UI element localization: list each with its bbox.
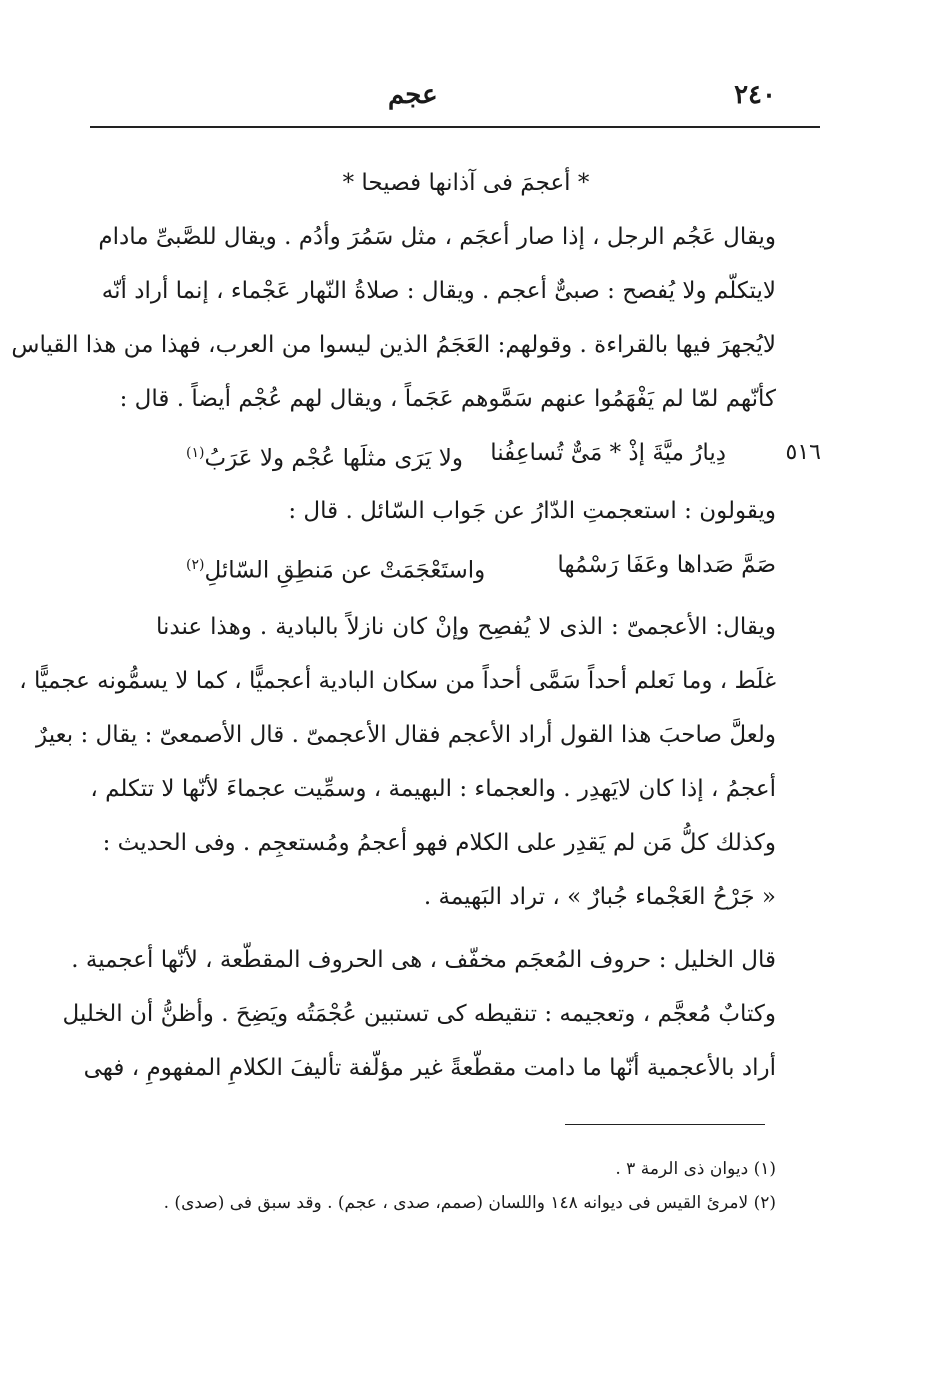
- verse-2: [156, 545, 776, 585]
- page-title: عجم: [388, 80, 438, 110]
- body-line-5: ويقولون : استعجمتِ الدّارُ عن جَواب السّائل . قال :: [288, 498, 776, 524]
- verse-2-second-text: واستَعْجَمَتْ عن مَنطِقِ السّائلِ: [204, 557, 486, 584]
- footnote-1: (١) ديوان ذى الرمة ٣ .: [615, 1159, 776, 1179]
- body-line-13: وكتابٌ مُعجَّم ، وتعجيمه : تنقيطه كى تستبين عُجْمَتُه ويَضِحَ . وأظنُّ أن الخليل: [62, 1001, 776, 1027]
- verse-1: [156, 433, 776, 473]
- footnote-ref-1: (١): [186, 445, 205, 461]
- verse-number: ٥١٦: [785, 440, 821, 465]
- body-line-3: لايُجهرَ فيها بالقراءة . وقولهم: العَجَمُ الذين ليسوا من العرب، فهذا من هذا القياس: [11, 332, 776, 358]
- verse-1-second-text: ولا يَرَى مثلَها عُجْم ولا عَرَبُ: [204, 445, 463, 472]
- body-line-7: غلَط ، وما نَعلم أحداً سَمَّى أحداً من سكان البادية أعجميًّا ، كما لا يسمُّونه عجميًّا ،: [19, 668, 776, 694]
- body-line-2: لايتكلّم ولا يُفصح : صبىٌّ أعجم . ويقال : صلاةُ النّهار عَجْماء ، إنما أراد أنّه: [101, 278, 776, 304]
- verse-2-first-hemistich: صَمَّ صَداها وعَفَا رَسْمُها: [557, 552, 776, 578]
- header-rule: [90, 126, 820, 128]
- body-line-4: كأنّهم لمّا لم يَفْهَمُوا عنهم سَمَّوهم عَجَماً ، ويقال لهم عُجْم أيضاً . قال :: [119, 386, 776, 412]
- page-number: ٢٤٠: [734, 80, 776, 110]
- footnote-rule: [565, 1124, 765, 1125]
- body-line-11: « جَرْحُ العَجْماء جُبارٌ » ، تراد البَهيمة .: [423, 884, 776, 910]
- verse-1-second-hemistich: [186, 433, 463, 479]
- footnote-ref-2: (٢): [186, 557, 205, 573]
- body-line-8: ولعلَّ صاحبَ هذا القول أراد الأعجم فقال الأعجمىّ . قال الأصمعىّ : يقال : بعيرٌ: [36, 722, 776, 748]
- verse-1-first-hemistich: دِيارُ ميَّةَ إذْ * مَىٌّ تُساعِفُنا: [490, 440, 726, 466]
- body-line-14: أراد بالأعجمية أنّها ما دامت مقطّعةً غير مؤلّفة تأليفَ الكلامِ المفهومِ ، فهى: [83, 1055, 776, 1081]
- body-line-9: أعجمُ ، إذا كان لايَهدِر . والعجماء : البهيمة ، وسمِّيت عجماءَ لأنّها لا تتكلم ،: [90, 776, 776, 802]
- body-line-1: ويقال عَجُم الرجل ، إذا صار أعجَم ، مثل سَمُرَ وأدُم . ويقال للصَّبىِّ مادام: [98, 224, 776, 250]
- verse-2-second-hemistich: [186, 545, 485, 591]
- body-line-10: وكذلك كلُّ مَن لم يَقدِر على الكلام فهو أعجمُ ومُستعجِم . وفى الحديث :: [102, 830, 776, 856]
- verse-fragment-line: * أعجمَ فى آذانها فصيحا *: [342, 170, 590, 196]
- body-line-12: قال الخليل : حروف المُعجَم مخفّف ، هى الحروف المقطّعة ، لأنّها أعجمية .: [71, 947, 776, 973]
- body-line-6: ويقال: الأعجمىّ : الذى لا يُفصِح وإنْ كان نازلاً بالبادية . وهذا عندنا: [156, 614, 776, 640]
- footnote-2: (٢) لامرئ القيس فى ديوانه ١٤٨ واللسان (صمم، صدى ، عجم) . وقد سبق فى (صدى) .: [163, 1193, 776, 1213]
